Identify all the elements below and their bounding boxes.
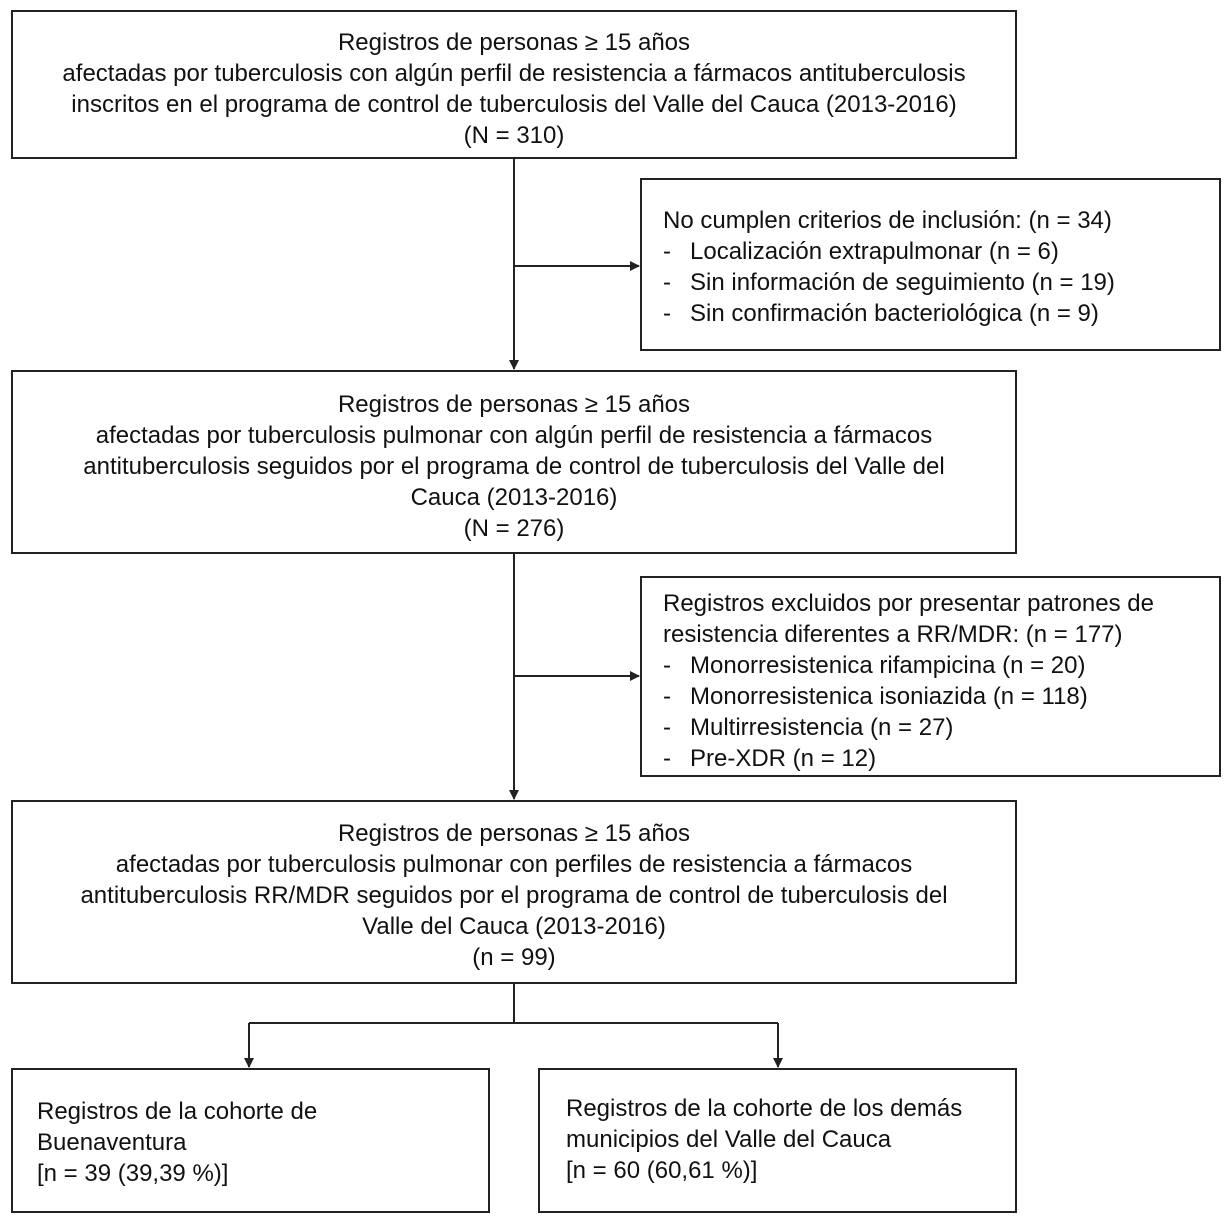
box-exclusion-criteria: [640, 178, 1221, 351]
box-excluded-resistance-patterns: [640, 576, 1221, 777]
box1-line: (N = 310): [463, 122, 565, 149]
exclusion1-item: - Sin información de seguimiento (n = 19): [663, 269, 1115, 296]
box3-line: Valle del Cauca (2013-2016): [362, 913, 666, 940]
box4-line: Buenaventura: [37, 1129, 187, 1156]
box4-line: Registros de la cohorte de: [37, 1098, 318, 1125]
box2-line: Cauca (2013-2016): [410, 484, 618, 511]
box5-line: Registros de la cohorte de los demás: [566, 1095, 963, 1122]
box-pulmonary-records: [11, 370, 1017, 554]
box2-line: (N = 276): [463, 515, 565, 542]
exclusion2-item: - Monorresistenica rifampicina (n = 20): [663, 652, 1086, 679]
box3-line: afectadas por tuberculosis pulmonar con perfiles de resistencia a fármacos: [115, 851, 913, 878]
box-rr-mdr-records: [11, 800, 1017, 984]
box2-line: antituberculosis seguidos por el programa de control de tuberculosis del Valle del: [83, 453, 945, 480]
box-initial-records: [11, 10, 1017, 159]
box3-line: Registros de personas ≥ 15 años: [337, 820, 691, 847]
box1-line: Registros de personas ≥ 15 años: [337, 29, 691, 56]
box2-line: afectadas por tuberculosis pulmonar con algún perfil de resistencia a fármacos: [95, 422, 933, 449]
exclusion2-item: - Pre-XDR (n = 12): [663, 745, 877, 772]
box4-line: [n = 39 (39,39 %)]: [37, 1160, 229, 1187]
box-other-municipalities-cohort: [538, 1068, 1017, 1213]
exclusion1-item: - Sin confirmación bacteriológica (n = 9): [663, 300, 1099, 327]
box-buenaventura-cohort: [11, 1068, 490, 1213]
exclusion2-title: resistencia diferentes a RR/MDR: (n = 177): [663, 621, 1123, 648]
box1-line: inscritos en el programa de control de tuberculosis del Valle del Cauca (2013-2016): [71, 91, 957, 118]
exclusion2-title: Registros excluidos por presentar patrones de: [663, 590, 1154, 617]
box2-line: Registros de personas ≥ 15 años: [337, 391, 691, 418]
box5-line: [n = 60 (60,61 %)]: [566, 1157, 758, 1184]
box3-line: (n = 99): [472, 944, 556, 971]
exclusion2-item: - Multirresistencia (n = 27): [663, 714, 954, 741]
exclusion1-title: No cumplen criterios de inclusión: (n = 34): [663, 207, 1112, 234]
box3-line: antituberculosis RR/MDR seguidos por el programa de control de tuberculosis del: [80, 882, 948, 909]
exclusion2-item: - Monorresistenica isoniazida (n = 118): [663, 683, 1088, 710]
box5-line: municipios del Valle del Cauca: [566, 1126, 892, 1153]
exclusion1-item: - Localización extrapulmonar (n = 6): [663, 238, 1059, 265]
box1-line: afectadas por tuberculosis con algún perfil de resistencia a fármacos antituberculosis: [62, 60, 966, 87]
